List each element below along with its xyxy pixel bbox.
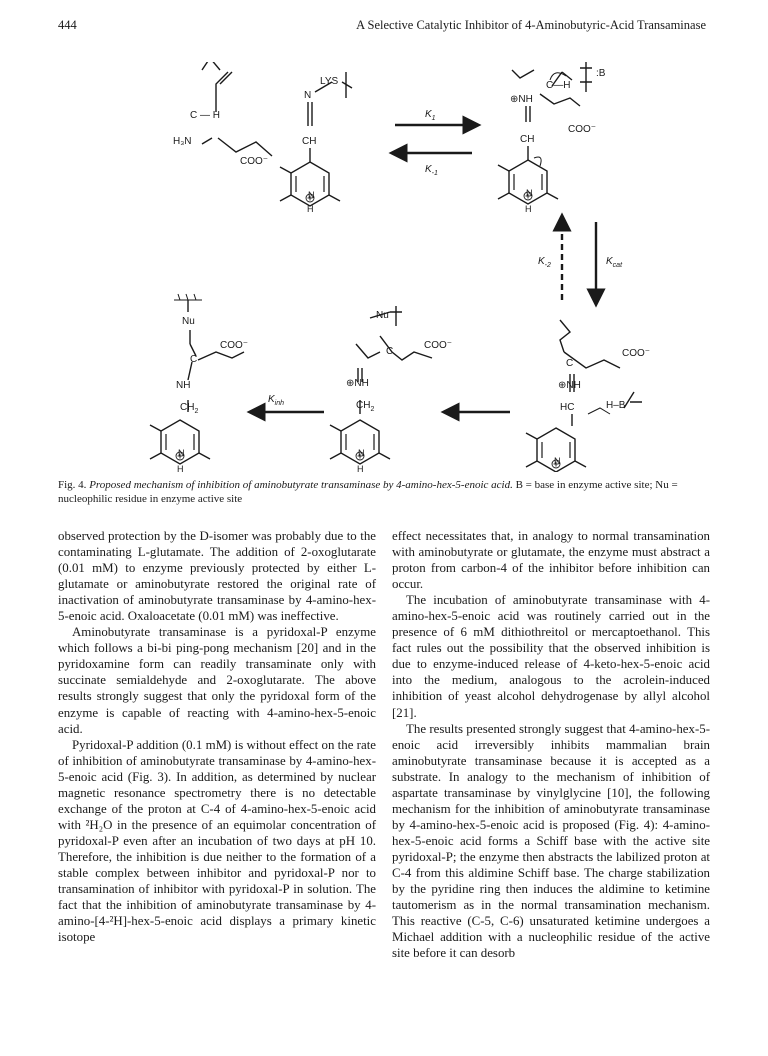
label-nh-1: ⊕NH (510, 94, 533, 105)
paragraph: observed protection by the D-isomer was probably due to the contaminating L-glutamate. The addition of 2-oxoglutarate (0.01 mM) to enzyme previously protected by either L-glutamate or aminobutyrate restored the original rate of inactivation of aminobutyrate transaminase by 4-amino-hex-5-enoic acid. Oxaloacetate (0.01 mM) was ineffective. (58, 529, 376, 624)
label-c-6: C (190, 354, 198, 365)
label-base-h: H–B (606, 400, 626, 411)
inhibitor-structure (202, 62, 220, 70)
label-km1: $K_{-1}$ (425, 164, 438, 177)
label-k1: $K_1$ (425, 109, 436, 122)
paragraph: Pyridoxal-P addition (0.1 mM) is without effect on the rate of inhibition of aminobutyrate transaminase by 4-amino-hex-5-enoic acid (Fig. 3). In addition, as determined by nuclear magnetic resonance spectrometry there is no detectable exchange of the proton at C-4 of 4-amino-hex-5-enoic acid with ²H₂O in the presence of an equimolar concentration of pyridoxal-P even after an incubation of two days at pH 10. Therefore, the inhibition is due neither to the formation of a stable complex between inhibitor and pyridoxal-P nor to transamination of inhibitor with pyridoxal-P in solution. The fact that the inhibition of aminobutyrate transaminase by 4-amino-[4-²H]-hex-5-enoic acid displays a primary kinetic isotope (58, 737, 376, 945)
label-n-ring-4: N (554, 456, 561, 466)
label-h-ring-1: H (307, 204, 314, 214)
figure-caption (58, 478, 710, 506)
mechanism-scheme (40, 62, 730, 472)
label-ch-1: CH (302, 136, 317, 147)
label-n-ring-6: N (178, 448, 185, 458)
label-coo-6: COO⁻ (220, 340, 249, 351)
label-coo-1: COO⁻ (240, 156, 269, 167)
label-ch-2: CH (520, 134, 535, 145)
label-coo-5: COO⁻ (424, 340, 453, 351)
label-nu-1: Nu (376, 310, 389, 321)
paragraph: Aminobutyrate transaminase is a pyridoxal-P enzyme which follows a bi-bi ping-pong mechanism [20] and in the pyridoxamine form can readily transaminate only with succinate semialdehyde and 2-oxoglutarate. The above results strongly suggest that only the pyridoxal form of the enzyme is capable of reacting with 4-amino-hex-5-enoic acid. (58, 625, 376, 736)
paragraph: The results presented strongly suggest that 4-amino-hex-5-enoic acid irreversibly inhibits mammalian brain aminobutyrate transaminase because it is accepted as a substrate. In analogy to the mechanism of inhibition of aspartate transaminase by vinylglycine [10], the following mechanism for the inhibition of aminobutyrate transaminase by 4-amino-hex-5-enoic acid is proposed (Fig. 4): 4-amino-hex-5-enoic acid forms a Schiff base with the active site pyridoxal-P; the enzyme then abstracts the labilized proton at C-4 from this aldimine Schiff base. The charge stabilization by the pyridine ring then induces the aldimine to ketimine tautomerism as in the normal transamination mechanism. This reactive (C-5, C-6) unsaturated ketimine undergoes a Michael addition with a nucleophilic residue of the active site before it can desorb (392, 721, 710, 961)
label-c-h-1: C — H (190, 110, 220, 121)
label-coo-2: COO⁻ (568, 124, 597, 135)
label-km2: $K_{-2}$ (538, 256, 551, 269)
caption-italic: Proposed mechanism of inhibition of aminobutyrate transaminase by 4-amino-hex-5-enoic acid. (89, 479, 513, 491)
label-c-5: C (386, 346, 394, 357)
label-nu-2: Nu (182, 316, 195, 327)
caption-label: Fig. 4. (58, 479, 87, 491)
label-lys: LYS (320, 76, 339, 87)
label-ch2-5: $CH_2$ (356, 400, 375, 413)
right-column (392, 528, 710, 961)
label-h-ring-2: H (525, 204, 532, 214)
label-c-3: C (566, 358, 574, 369)
left-column (58, 528, 376, 945)
label-nh-5: ⊕NH (346, 378, 369, 389)
label-n-1: N (304, 90, 312, 101)
label-nh-2: ⊕NH (558, 380, 581, 391)
label-n-ring-1: N (308, 190, 315, 200)
label-nh-6: NH (176, 380, 191, 391)
label-n-ring-5: N (358, 448, 365, 458)
label-base: :B (596, 68, 606, 79)
label-h3n: H₃N (173, 136, 192, 147)
label-hc: HC (560, 402, 575, 413)
label-kcat: $K_{cat}$ (606, 256, 623, 269)
label-coo-3: COO⁻ (622, 348, 651, 359)
paragraph: The incubation of aminobutyrate transaminase with 4-amino-hex-5-enoic acid was routinely carried out in the presence of 6 mM dithiothreitol or mercaptoethanol. This fact rules out the possibility that the observed inhibition is due to enzyme-induced release of 4-keto-hex-5-enoic acid into the medium, analogous to the acrolein-induced inhibition of yeast alcohol dehydrogenase by allyl alcohol [21]. (392, 593, 710, 720)
label-h-ring-6: H (177, 464, 184, 472)
label-h-ring-5: H (357, 464, 364, 472)
caption-rest: B = base in enzyme active site; Nu = nucleophilic residue in enzyme active site (58, 479, 678, 505)
page-number: 444 (58, 18, 77, 32)
label-n-ring-2: N (526, 188, 533, 198)
label-kinh: $K_{inh}$ (268, 394, 285, 407)
label-ch2-6: $CH_2$ (180, 402, 199, 415)
paragraph: effect necessitates that, in analogy to normal transamination with aminobutyrate or glutamate, the enzyme must abstract a proton from carbon-4 of the inhibitor before inhibition can occur. (392, 529, 710, 592)
running-title: A Selective Catalytic Inhibitor of 4-Aminobutyric-Acid Transaminase (356, 18, 706, 32)
label-c-h-2: C—H (546, 80, 571, 91)
